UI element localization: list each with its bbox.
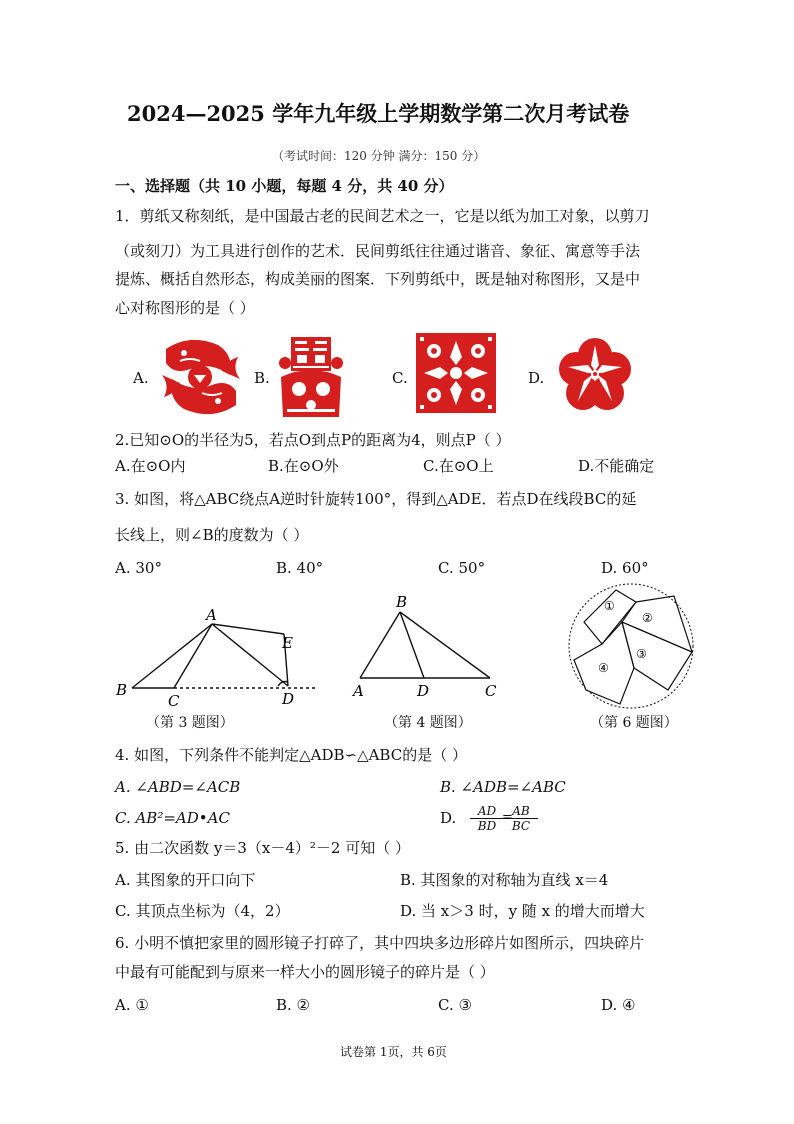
q1-line-1: 1．剪纸又称刻纸，是中国最古老的民间艺术之一，它是以纸为加工对象，以剪刀 [115, 207, 650, 225]
q4-d-equals: = [502, 810, 513, 825]
q1-line-2: （或刻刀）为工具进行创作的艺术．民间剪纸往往通过谐音、象征、寓意等手法 [115, 242, 641, 260]
q2-option-b[interactable]: B.在⊙O外 [268, 457, 339, 475]
q4-option-c[interactable]: C. AB²=AD•AC [115, 809, 230, 827]
q5-option-d[interactable]: D. 当 x＞3 时，y 随 x 的增大而增大 [400, 902, 645, 920]
fig6-piece-1: ① [604, 599, 615, 613]
q4-frac2-den: BC [511, 819, 531, 833]
q4-d-fraction-right [504, 804, 538, 833]
q6-line-2: 中最有可能配到与原来一样大小的圆形镜子的碎片是（ ） [115, 963, 495, 981]
q6-option-a[interactable]: A. ① [115, 996, 149, 1014]
q1-option-d[interactable]: D. [528, 369, 545, 387]
fig3-label-a: A [206, 606, 217, 624]
q5-stem: 5. 由二次函数 y＝3（x－4）²－2 可知（ ） [115, 839, 410, 857]
q2-stem: 2.已知⊙O的半径为5，若点O到点P的距离为4，则点P（ ） [115, 431, 511, 449]
fig6-piece-2: ② [642, 611, 653, 625]
q4-frac1-num: AD [470, 804, 504, 819]
papercut-double-happiness-image [277, 333, 345, 419]
q4-frac1-den: BD [477, 819, 497, 833]
fig3-label-d: D [282, 690, 295, 708]
q2-option-c[interactable]: C.在⊙O上 [423, 457, 494, 475]
q3-option-c[interactable]: C. 50° [438, 559, 486, 577]
q6-option-c[interactable]: C. ③ [438, 996, 472, 1014]
fig4-label-c: C [485, 682, 497, 700]
fig4-label-d: D [417, 682, 430, 700]
q4-option-a[interactable]: A. ∠ABD=∠ACB [115, 778, 241, 796]
q4-option-d[interactable]: D. [440, 809, 457, 827]
q1-option-b[interactable]: B. [254, 369, 270, 387]
fig4-label-b: B [396, 593, 408, 611]
figure-3-rotation-diagram [110, 600, 330, 710]
q6-option-d[interactable]: D. ④ [601, 996, 636, 1014]
q4-d-fraction-left [470, 804, 504, 833]
q4-frac2-num: AB [504, 804, 538, 819]
section-heading: 一、选择题（共 10 小题，每题 4 分，共 40 分） [115, 177, 454, 195]
papercut-flower-image [556, 335, 634, 413]
q5-option-a[interactable]: A. 其图象的开口向下 [115, 871, 256, 889]
q1-option-c[interactable]: C. [392, 369, 408, 387]
papercut-square-pattern-image [416, 333, 496, 413]
fig4-label-a: A [353, 682, 364, 700]
papercut-fish-image [160, 335, 242, 419]
q3-option-a[interactable]: A. 30° [115, 559, 162, 577]
q6-option-b[interactable]: B. ② [276, 996, 311, 1014]
page-footer: 试卷第 1页，共 6页 [340, 1045, 447, 1059]
q3-line-2: 长线上，则∠B的度数为（ ） [115, 526, 309, 544]
fig6-piece-3: ③ [636, 647, 647, 661]
figure-6-broken-mirror-diagram [564, 582, 698, 712]
q5-option-c[interactable]: C. 其顶点坐标为（4，2） [115, 902, 290, 920]
q3-option-b[interactable]: B. 40° [276, 559, 324, 577]
q4-stem: 4. 如图，下列条件不能判定△ADB∽△ABC的是（ ） [115, 746, 467, 764]
figure-3-caption: （第 3 题图） [146, 715, 234, 731]
figure-6-caption: （第 6 题图） [590, 715, 678, 731]
q2-option-d[interactable]: D.不能确定 [578, 457, 655, 475]
q2-option-a[interactable]: A.在⊙O内 [115, 457, 186, 475]
q5-option-b[interactable]: B. 其图象的对称轴为直线 x＝4 [400, 871, 609, 889]
q1-option-a[interactable]: A. [133, 369, 149, 387]
fig3-label-c: C [168, 692, 180, 710]
fig6-piece-4: ④ [598, 661, 609, 675]
exam-info: （考试时间：120 分钟 满分：150 分） [272, 149, 486, 163]
q1-line-4: 心对称图形的是（ ） [115, 299, 255, 317]
figure-4-caption: （第 4 题图） [384, 715, 472, 731]
fig3-label-e: E [282, 634, 293, 652]
q1-line-3: 提炼、概括自然形态，构成美丽的图案．下列剪纸中，既是轴对称图形，又是中 [115, 270, 641, 288]
q3-line-1: 3. 如图，将△ABC绕点A逆时针旋转100°，得到△ADE．若点D在线段BC的延 [115, 490, 637, 508]
page-title: 2024—2025 学年九年级上学期数学第二次月考试卷 [127, 101, 630, 126]
q3-option-d[interactable]: D. 60° [601, 559, 649, 577]
fig3-label-b: B [116, 681, 128, 699]
q6-line-1: 6. 小明不慎把家里的圆形镜子打碎了，其中四块多边形碎片如图所示，四块碎片 [115, 934, 645, 952]
figure-4-triangle-diagram [348, 590, 508, 705]
q4-option-b[interactable]: B. ∠ADB=∠ABC [440, 778, 566, 796]
